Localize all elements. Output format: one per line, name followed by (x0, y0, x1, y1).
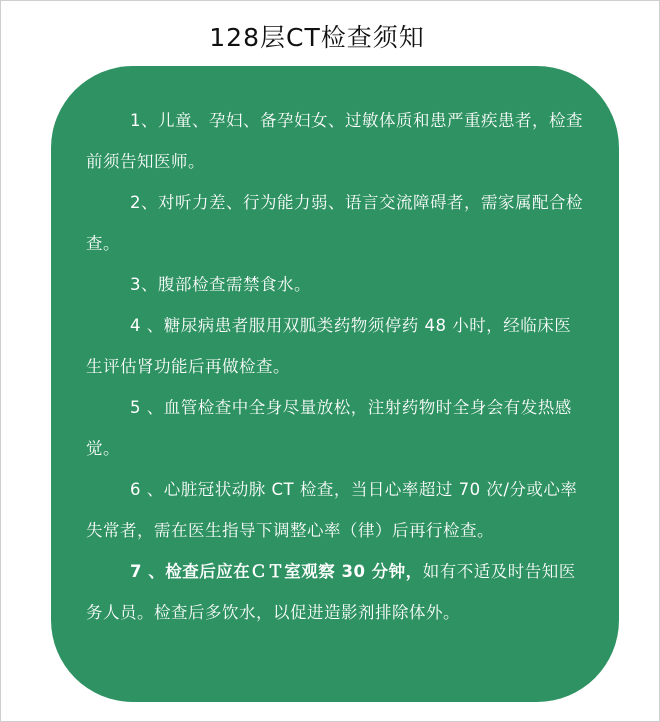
notice-item-5: 5 、血管检查中全身尽量放松，注射药物时全身会有发热感觉。 (86, 398, 572, 458)
notice-item-7-text: 如有不适及时告知医务人员。检查后多饮水，以促进造影剂排除体外。 (86, 562, 576, 622)
notice-item-3: 3、腹部检查需禁食水。 (130, 275, 311, 294)
page-title: 128层CT检查须知 (209, 23, 425, 52)
notice-item-2: 2、对听力差、行为能力弱、语言交流障碍者，需家属配合检查。 (86, 193, 583, 253)
notice-list (86, 100, 586, 633)
notice-item-6: 6 、心脏冠状动脉 CT 检查，当日心率超过 70 次/分或心率失常者，需在医生指导下调整心率（律）后再行检查。 (86, 480, 578, 540)
notice-item-1: 1、儿童、孕妇、备孕妇女、过敏体质和患严重疾患者，检查前须告知医师。 (86, 111, 583, 171)
notice-item-7-emphasis: 7 、检查后应在ＣＴ室观察 30 分钟， (130, 562, 423, 581)
notice-item-4: 4 、糖尿病患者服用双胍类药物须停药 48 小时，经临床医生评估肾功能后再做检查。 (86, 316, 572, 376)
notice-item-7 (86, 551, 586, 633)
